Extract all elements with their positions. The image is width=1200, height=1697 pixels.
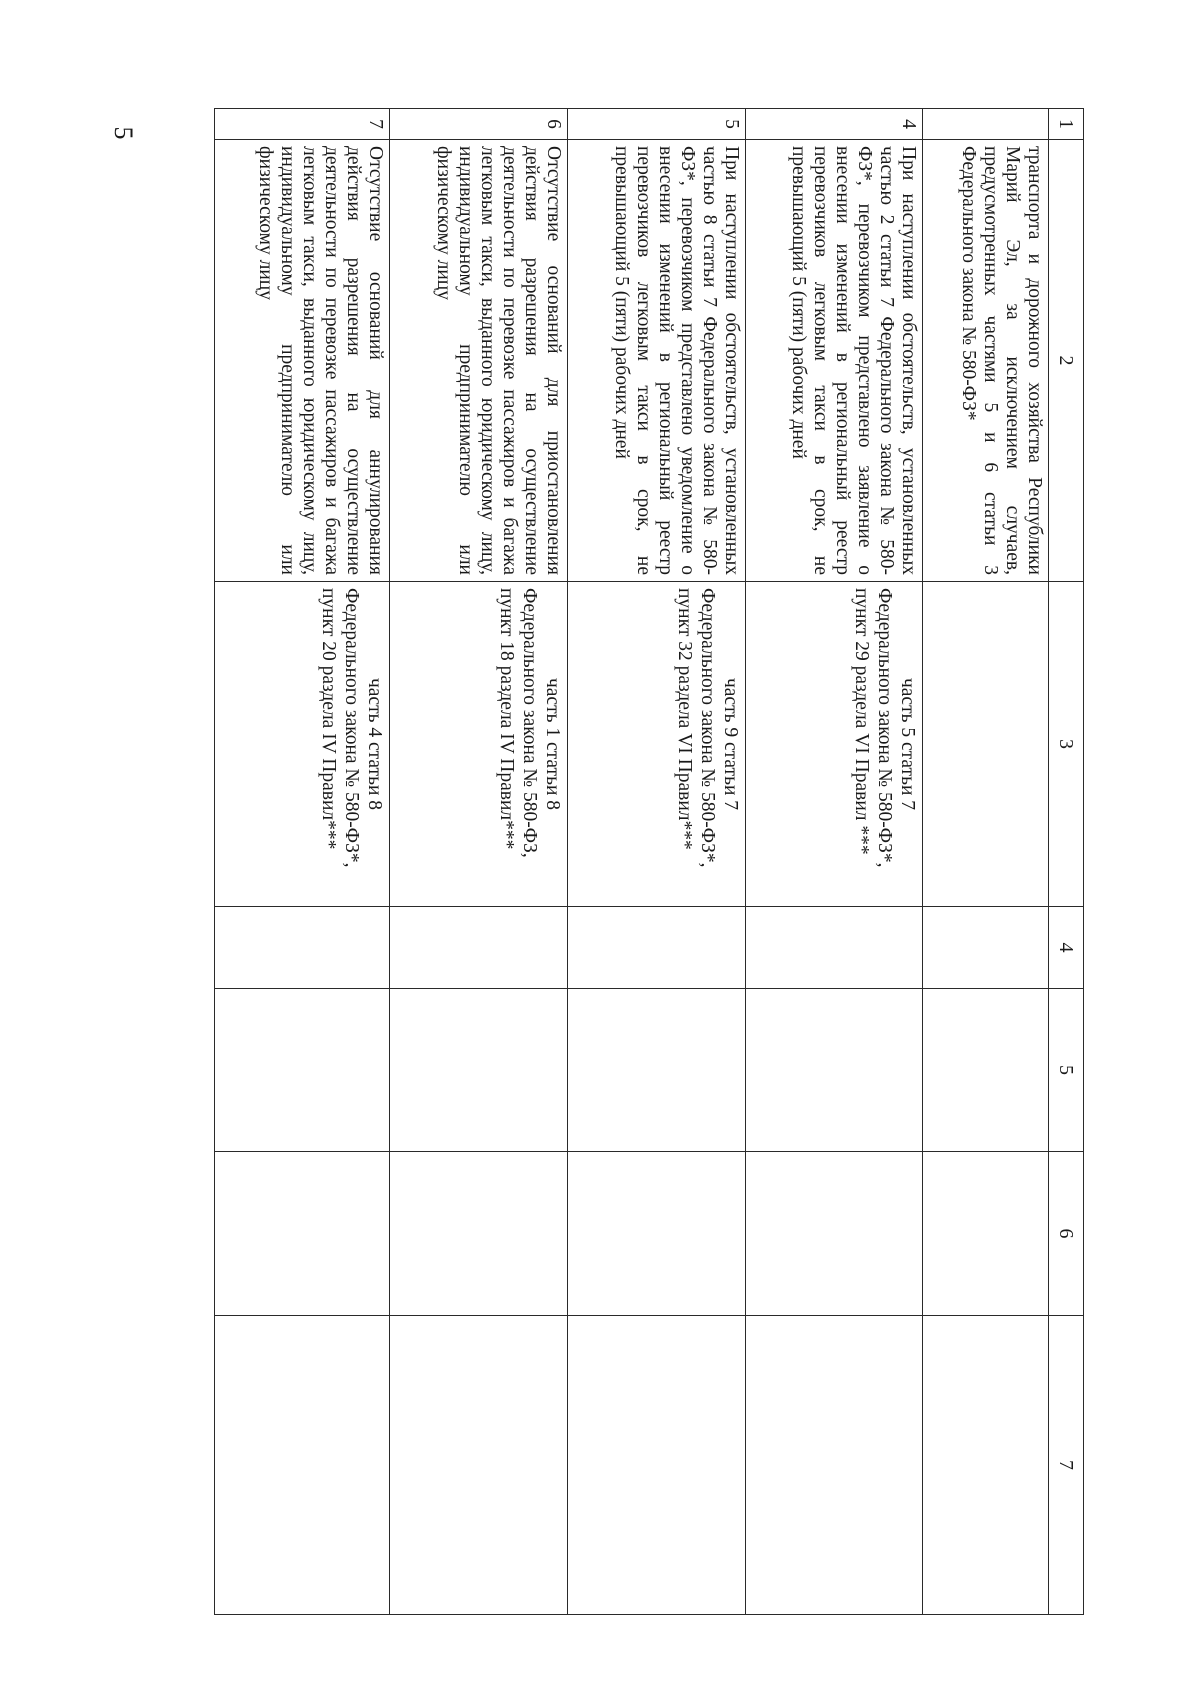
table-row [390, 109, 568, 1615]
requirement-text: Отсутствие оснований для аннулирования действия разрешения на осуществление деятельности по перевозке пассажиров и багажа легковым такси, выданного юридическому лицу, индивидуальному предпринимателю или физическому лицу [215, 140, 390, 582]
cell-col-5 [215, 989, 390, 1152]
row-number [923, 109, 1049, 140]
header-col-6: 6 [1049, 1152, 1084, 1316]
header-col-1: 1 [1049, 109, 1084, 140]
requirement-text: Отсутствие оснований для приостановления действия разрешения на осуществление деятельности по перевозке пассажиров и багажа легковым такси, выданного юридическому лицу, индивидуальному предпринимателю или физическому лицу [390, 140, 568, 582]
legal-reference [745, 582, 923, 907]
rotated-page-content [214, 108, 1084, 1614]
table-row [745, 109, 923, 1615]
cell-col-7 [923, 1316, 1049, 1615]
legal-reference-line: Федерального закона № 580-ФЗ*, [696, 588, 718, 868]
requirements-table [214, 108, 1084, 1615]
legal-reference [390, 582, 568, 907]
cell-col-7 [215, 1316, 390, 1615]
table-row [923, 109, 1049, 1615]
cell-col-4 [923, 907, 1049, 989]
header-row [1049, 109, 1084, 1615]
legal-reference-line: Федерального закона № 580-ФЗ*, [341, 588, 363, 868]
legal-reference-line: часть 5 статьи 7 [897, 677, 919, 811]
legal-reference-line: часть 4 статьи 8 [364, 677, 386, 811]
row-number: 7 [215, 109, 390, 140]
header-col-7: 7 [1049, 1316, 1084, 1615]
page-number: 5 [109, 126, 138, 140]
row-number: 4 [745, 109, 923, 140]
header-col-5: 5 [1049, 989, 1084, 1152]
requirement-text: При наступлении обстоятельств, установленных частью 2 статьи 7 Федерального закона № 580-ФЗ*, перевозчиком представлено заявление о внесении изменений в региональный реестр перевозчиков легковым такси в срок, не превышающий 5 (пяти) рабочих дней [745, 140, 923, 582]
cell-col-4 [745, 907, 923, 989]
requirement-text: транспорта и дорожного хозяйства Республики Марий Эл, за исключением случаев, предусмотренных частями 5 и 6 статьи 3 Федерального закона № 580-ФЗ* [923, 140, 1049, 582]
cell-col-7 [745, 1316, 923, 1615]
legal-reference [923, 582, 1049, 907]
row-number: 6 [390, 109, 568, 140]
cell-col-6 [745, 1152, 923, 1316]
legal-reference-line: часть 1 статьи 8 [541, 677, 563, 811]
cell-col-5 [390, 989, 568, 1152]
legal-reference-line: часть 9 статьи 7 [719, 677, 741, 811]
cell-col-6 [390, 1152, 568, 1316]
cell-col-7 [390, 1316, 568, 1615]
cell-col-5 [745, 989, 923, 1152]
header-col-2: 2 [1049, 140, 1084, 582]
cell-col-6 [923, 1152, 1049, 1316]
cell-col-4 [215, 907, 390, 989]
legal-reference [215, 582, 390, 907]
table-row [567, 109, 745, 1615]
legal-reference-line: Федерального закона № 580-ФЗ*, [874, 588, 896, 868]
header-col-4: 4 [1049, 907, 1084, 989]
legal-reference-line: пункт 20 раздела IV Правил*** [318, 588, 340, 850]
table-frame [214, 108, 1084, 1614]
header-col-3: 3 [1049, 582, 1084, 907]
cell-col-4 [390, 907, 568, 989]
row-number: 5 [567, 109, 745, 140]
legal-reference-line: пункт 18 раздела IV Правил*** [495, 588, 517, 850]
cell-col-4 [567, 907, 745, 989]
cell-col-6 [215, 1152, 390, 1316]
cell-col-5 [923, 989, 1049, 1152]
requirement-text: При наступлении обстоятельств, установленных частью 8 статьи 7 Федерального закона № 580-ФЗ*, перевозчиком представлено уведомление о внесении изменений в региональный реестр перевозчиков легковым такси в срок, не превышающий 5 (пяти) рабочих дней [567, 140, 745, 582]
legal-reference-line: Федерального закона № 580-ФЗ, [518, 588, 540, 858]
legal-reference-line: пункт 29 раздела VI Правил *** [851, 588, 873, 855]
legal-reference [567, 582, 745, 907]
legal-reference-line: пункт 32 раздела VI Правил*** [673, 588, 695, 850]
cell-col-5 [567, 989, 745, 1152]
cell-col-6 [567, 1152, 745, 1316]
table-row [215, 109, 390, 1615]
cell-col-7 [567, 1316, 745, 1615]
